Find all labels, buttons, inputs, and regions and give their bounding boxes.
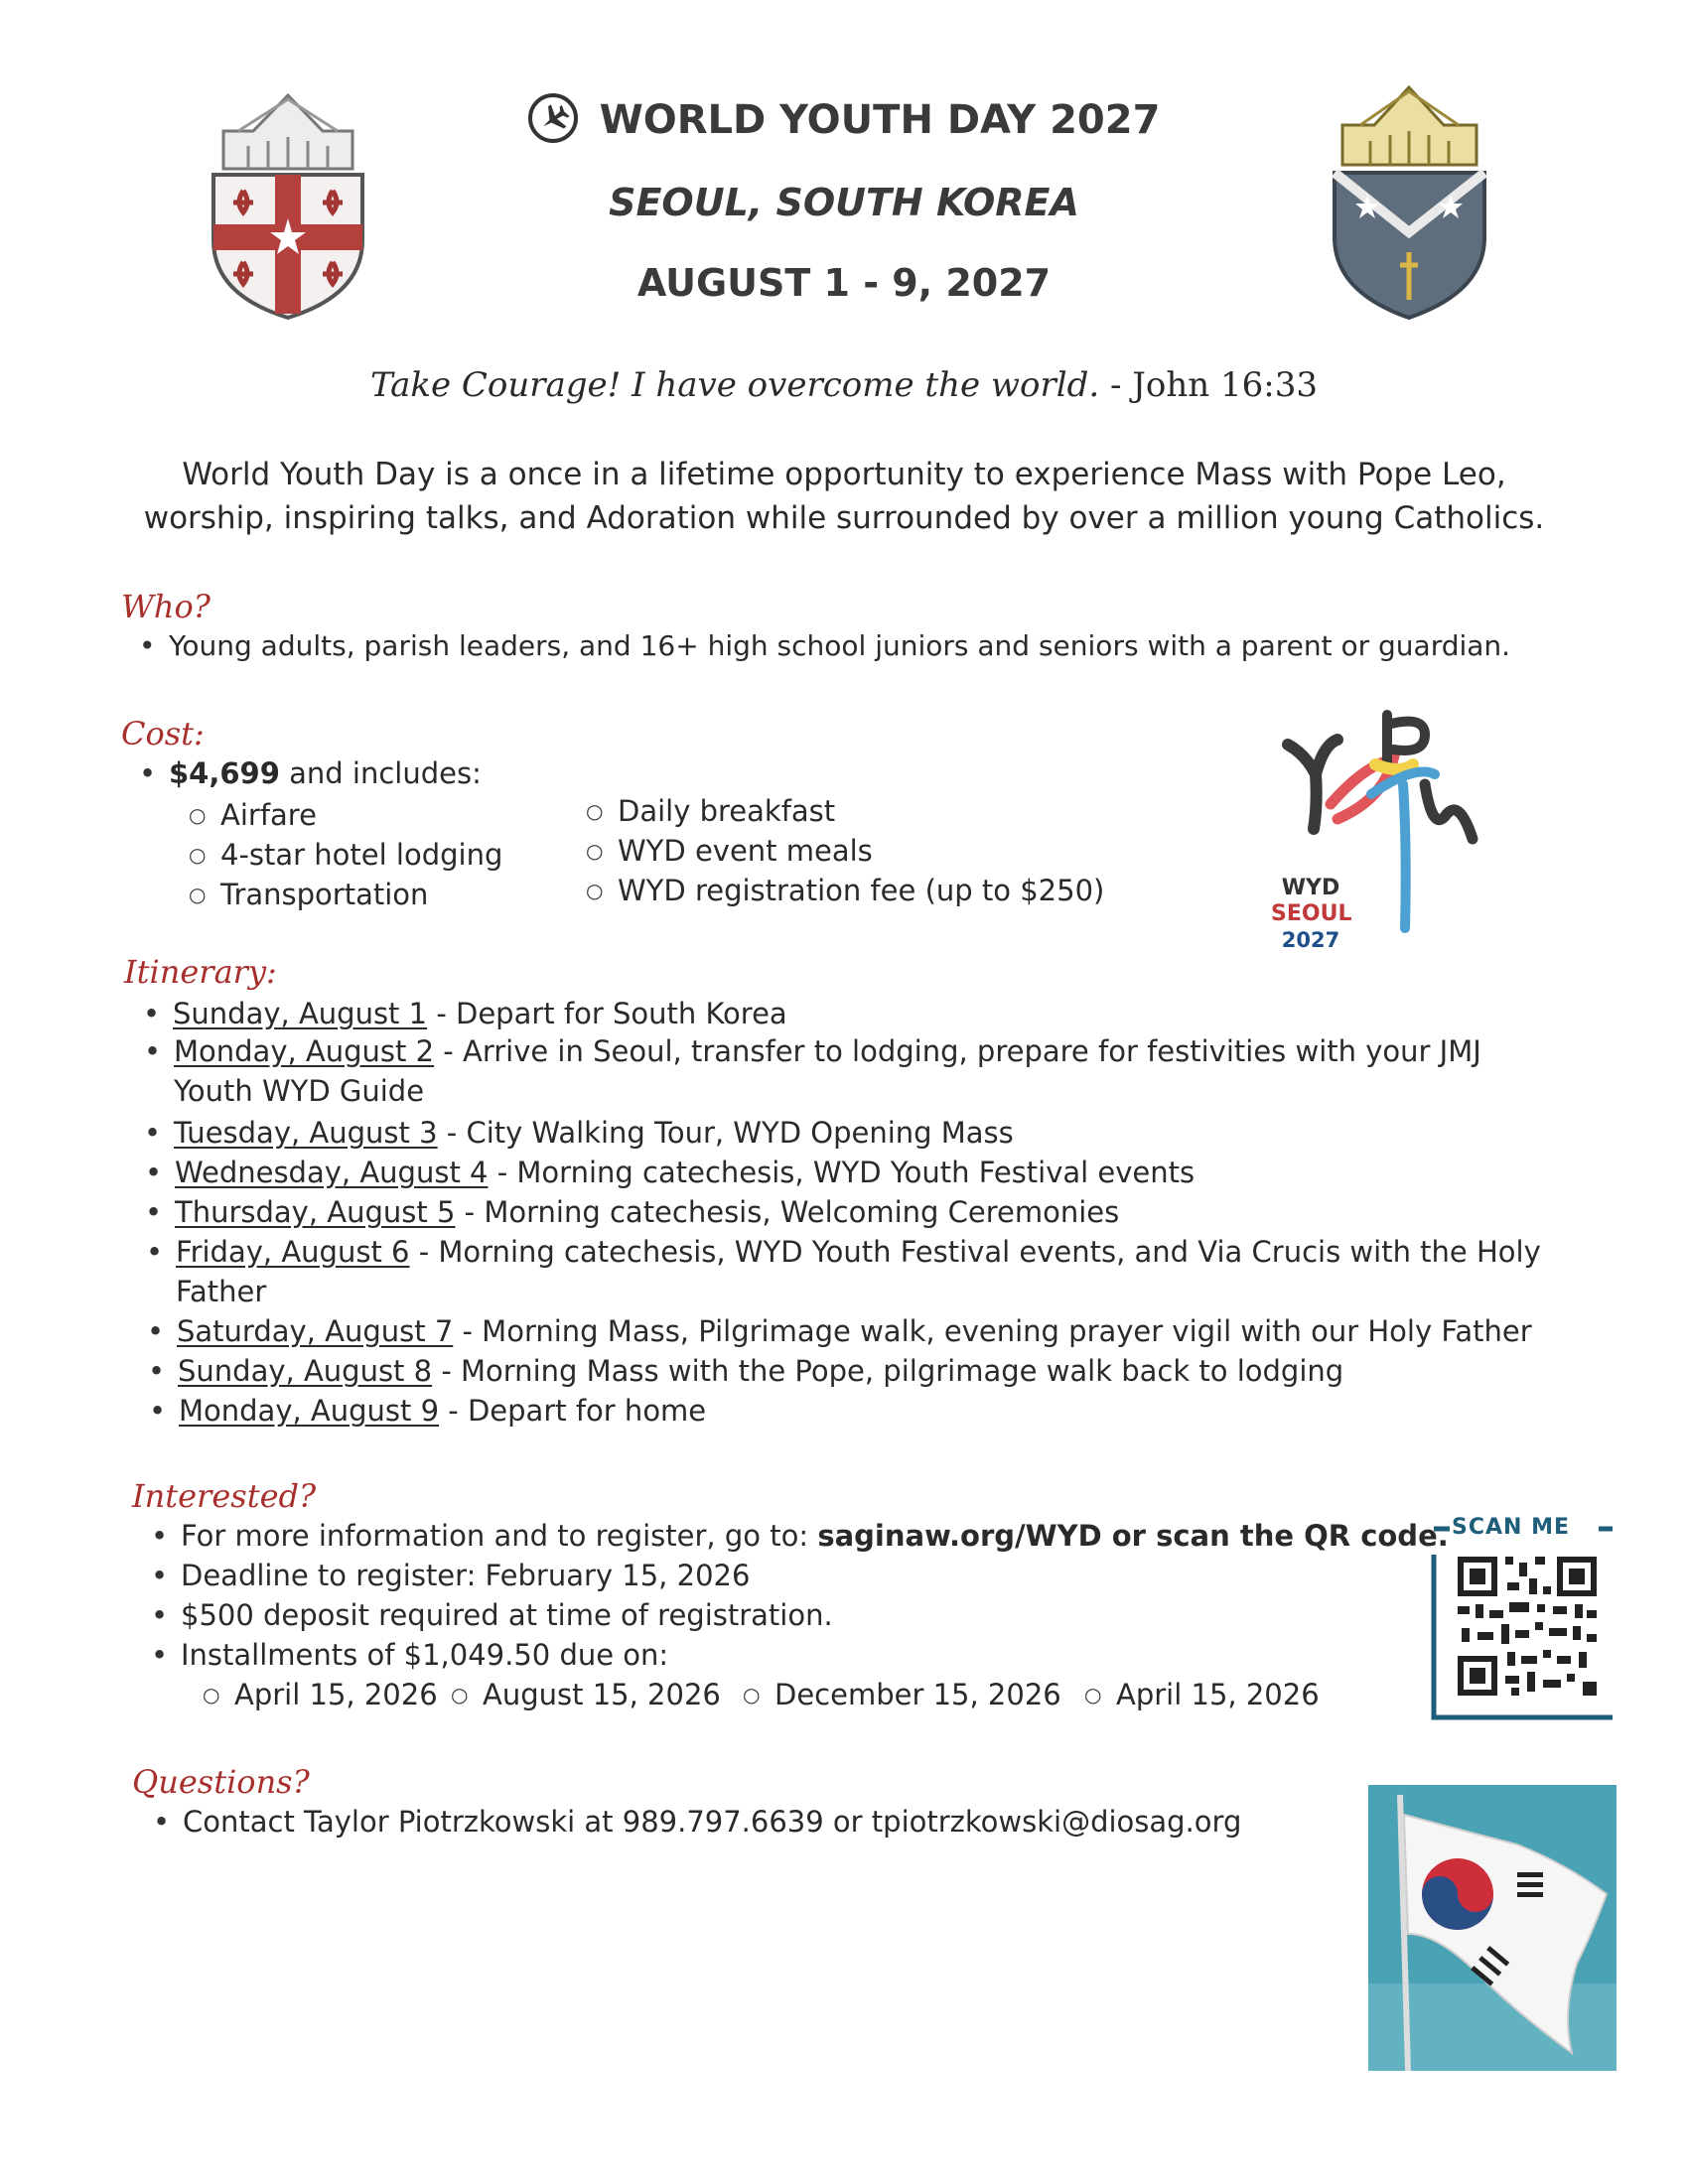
itinerary-continuation: Youth WYD Guide <box>174 1074 425 1108</box>
cost-price: $4,699 <box>169 756 280 790</box>
itinerary-day: Monday, August 9 <box>179 1394 440 1428</box>
itinerary-item <box>179 1394 706 1428</box>
itinerary-item <box>176 1235 1541 1269</box>
wyd-logo-line: 2027 <box>1281 928 1340 952</box>
itinerary-heading: Itinerary: <box>124 953 277 991</box>
who-heading: Who? <box>121 588 211 625</box>
itinerary-description: - Depart for home <box>439 1394 707 1428</box>
event-location: SEOUL, SOUTH KOREA <box>609 181 1079 224</box>
installment-date: ○ December 15, 2026 <box>774 1678 1061 1711</box>
quote-text: Take Courage! I have overcome the world. <box>370 365 1100 405</box>
itinerary-day: Sunday, August 1 <box>173 997 428 1030</box>
register-installments: • Installments of $1,049.50 due on: <box>181 1638 668 1672</box>
itinerary-description: - Morning Mass, Pilgrimage walk, evening prayer vigil with our Holy Father <box>453 1314 1532 1348</box>
itinerary-day: Friday, August 6 <box>176 1235 410 1269</box>
itinerary-item <box>177 1314 1532 1348</box>
cost-item: ○ Airfare <box>220 798 317 832</box>
event-title <box>0 97 1688 147</box>
itinerary-item <box>173 997 787 1030</box>
wyd-logo-text <box>1271 876 1350 953</box>
cost-line <box>169 756 482 790</box>
cost-item: ○ WYD event meals <box>618 834 873 868</box>
cost-item: ○ 4-star hotel lodging <box>220 838 502 872</box>
itinerary-day: Saturday, August 7 <box>177 1314 454 1348</box>
who-text: • Young adults, parish leaders, and 16+ high school juniors and seniors with a parent or guardian. <box>169 629 1510 662</box>
intro-paragraph <box>99 453 1589 540</box>
intro-line: World Youth Day is a once in a lifetime opportunity to experience Mass with Pope Leo, <box>182 457 1506 492</box>
itinerary-continuation: Father <box>176 1275 267 1308</box>
cost-heading: Cost: <box>121 715 205 752</box>
intro-line: worship, inspiring talks, and Adoration while surrounded by over a million young Catholics. <box>143 500 1545 536</box>
cost-item: ○ Transportation <box>220 878 428 911</box>
itinerary-day: Monday, August 2 <box>174 1034 435 1068</box>
itinerary-item <box>175 1195 1119 1229</box>
qr-label: SCAN ME <box>1452 1515 1571 1540</box>
itinerary-item <box>178 1354 1343 1388</box>
wyd-logo-line: SEOUL <box>1271 901 1352 926</box>
installment-date: ○ April 15, 2026 <box>1116 1678 1320 1711</box>
contact-info: • Contact Taylor Piotrzkowski at 989.797.6639 or tpiotrzkowski@diosag.org <box>183 1805 1241 1839</box>
installment-date: ○ April 15, 2026 <box>234 1678 438 1711</box>
itinerary-day: Thursday, August 5 <box>175 1195 456 1229</box>
quote-reference: - John 16:33 <box>1109 365 1318 405</box>
cost-item: ○ WYD registration fee (up to $250) <box>618 874 1104 907</box>
wyd-logo-line: WYD <box>1281 876 1340 900</box>
qr-code-box[interactable] <box>1430 1515 1617 1723</box>
itinerary-day: Sunday, August 8 <box>178 1354 433 1388</box>
korean-flag-image <box>1368 1785 1617 2071</box>
register-deadline: • Deadline to register: February 15, 2026 <box>181 1559 750 1592</box>
itinerary-description: - Morning catechesis, Welcoming Ceremonies <box>455 1195 1120 1229</box>
airplane-icon <box>528 93 578 143</box>
cost-includes-label: and includes: <box>289 756 482 790</box>
itinerary-item <box>174 1034 1481 1068</box>
itinerary-day: Tuesday, August 3 <box>174 1116 438 1150</box>
itinerary-description: - Depart for South Korea <box>427 997 787 1030</box>
register-info <box>181 1519 1449 1553</box>
itinerary-description: - Morning Mass with the Pope, pilgrimage walk back to lodging <box>432 1354 1344 1388</box>
itinerary-day: Wednesday, August 4 <box>175 1156 489 1189</box>
itinerary-description: - Arrive in Seoul, transfer to lodging, prepare for festivities with your JMJ <box>434 1034 1481 1068</box>
register-info-text: For more information and to register, go to: <box>181 1519 818 1553</box>
title-text: WORLD YOUTH DAY 2027 <box>599 97 1161 143</box>
interested-heading: Interested? <box>132 1477 317 1515</box>
installment-date: ○ August 15, 2026 <box>483 1678 721 1711</box>
itinerary-description: - Morning catechesis, WYD Youth Festival events <box>488 1156 1196 1189</box>
questions-heading: Questions? <box>132 1763 310 1801</box>
cost-item: ○ Daily breakfast <box>618 794 835 828</box>
itinerary-item <box>174 1116 1014 1150</box>
itinerary-description: - Morning catechesis, WYD Youth Festival events, and Via Crucis with the Holy <box>409 1235 1541 1269</box>
scripture-quote <box>0 365 1688 405</box>
event-dates: AUGUST 1 - 9, 2027 <box>636 261 1052 305</box>
itinerary-description: - City Walking Tour, WYD Opening Mass <box>437 1116 1014 1150</box>
register-deposit: • $500 deposit required at time of registration. <box>181 1598 833 1632</box>
register-link[interactable]: saginaw.org/WYD or scan the QR code. <box>817 1519 1449 1553</box>
itinerary-item <box>175 1156 1195 1189</box>
